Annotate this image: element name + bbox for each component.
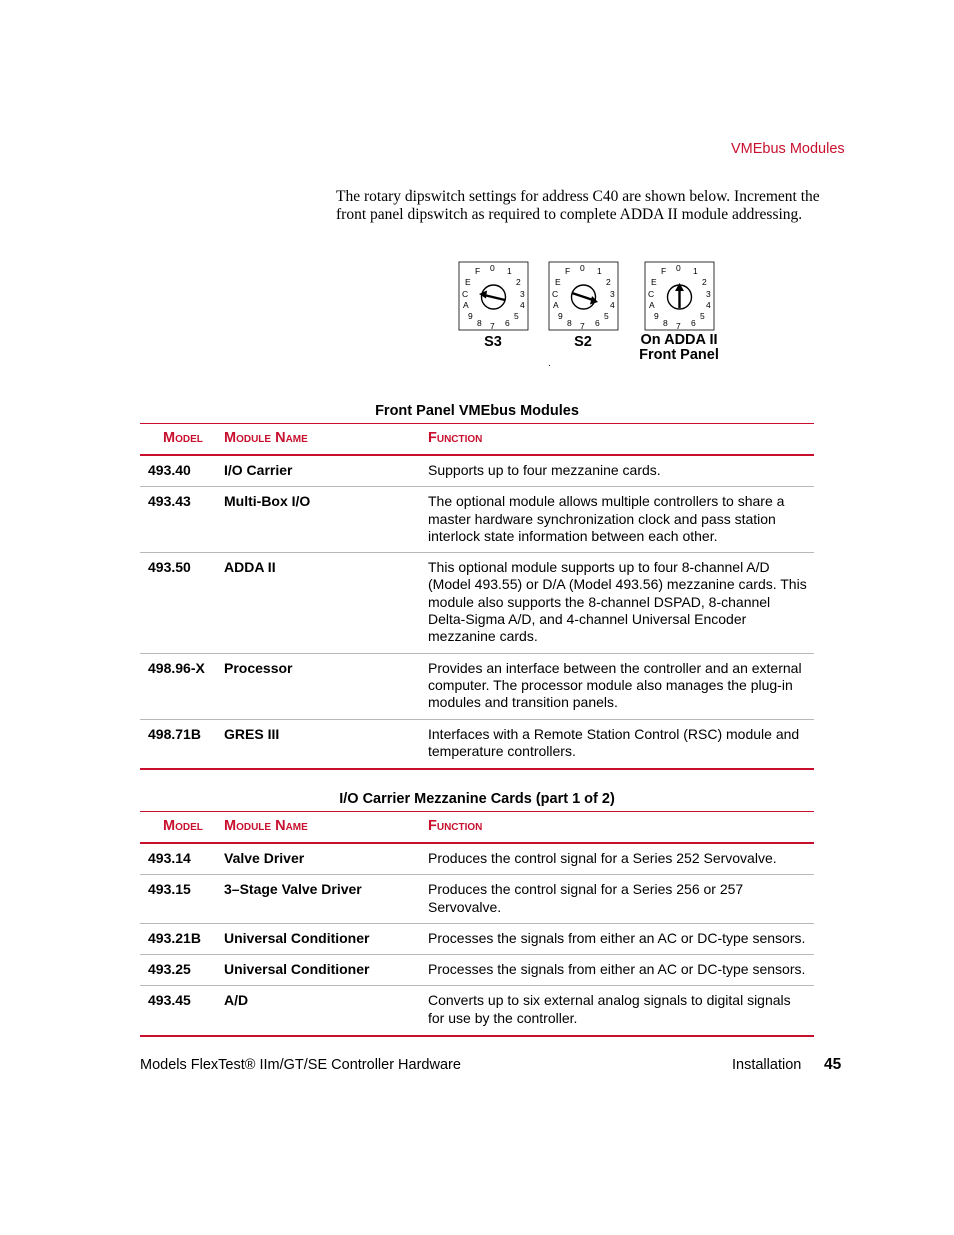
table-row bbox=[140, 455, 814, 487]
dial-s3-label: S3 bbox=[484, 334, 502, 350]
running-header: VMEbus Modules bbox=[731, 141, 845, 157]
dial-s3-digit-9: 9 bbox=[468, 311, 473, 321]
dial-s3-digit-5: 5 bbox=[514, 311, 519, 321]
module-name-cell: GRES III bbox=[224, 719, 428, 769]
function-cell: This optional module supports up to four 8-channel A/D (Model 493.55) or D/A (Model 493.56) mezzanine cards. This module also supports the 8-channel DSPAD, 8-channel Delta-Sigma A/D, and 4-channel Universal Encoder mezzanine cards. bbox=[428, 553, 814, 653]
table-row bbox=[140, 843, 814, 875]
dial-s2-digit-3: 3 bbox=[610, 289, 615, 299]
module-name-cell: Multi-Box I/O bbox=[224, 487, 428, 553]
dial-s3-digit-c: C bbox=[462, 289, 469, 299]
dial-s2-digit-1: 1 bbox=[597, 266, 602, 276]
dial-s3-digit-2: 2 bbox=[516, 277, 521, 287]
dial-s2-digit-c: C bbox=[552, 289, 559, 299]
function-cell: Supports up to four mezzanine cards. bbox=[428, 455, 814, 487]
model-cell: 493.21B bbox=[140, 923, 224, 954]
dial-s2-digit-7: 7 bbox=[580, 321, 585, 331]
dial-s2-digit-0: 0 bbox=[580, 263, 585, 273]
table-row bbox=[140, 553, 814, 653]
model-cell: 493.25 bbox=[140, 955, 224, 986]
module-name-cell: I/O Carrier bbox=[224, 455, 428, 487]
model-cell: 493.15 bbox=[140, 875, 224, 924]
stray-dot: . bbox=[548, 358, 551, 369]
dial-s3-digit-e: E bbox=[465, 277, 471, 287]
function-cell: The optional module allows multiple controllers to share a master hardware synchronization clock and pass station interlock state information between each other. bbox=[428, 487, 814, 553]
dial-s2-digit-e: E bbox=[555, 277, 561, 287]
dial-s2-digit-2: 2 bbox=[606, 277, 611, 287]
table2 bbox=[140, 811, 814, 1037]
table-row bbox=[140, 653, 814, 719]
page-number: 45 bbox=[824, 1056, 842, 1073]
dial-front-digit-e: E bbox=[651, 277, 657, 287]
table1-header-module-name: Module Name bbox=[224, 424, 428, 456]
intro-paragraph: The rotary dipswitch settings for address C40 are shown below. Increment the front panel dipswitch as required to complete ADDA II module addressing. bbox=[336, 188, 820, 223]
dial-front-digit-6: 6 bbox=[691, 318, 696, 328]
dial-s3-digit-0: 0 bbox=[490, 263, 495, 273]
dial-front-digit-8: 8 bbox=[663, 318, 668, 328]
dial-s3-digit-f: F bbox=[475, 266, 481, 276]
dial-front-digit-2: 2 bbox=[702, 277, 707, 287]
function-cell: Interfaces with a Remote Station Control (RSC) module and temperature controllers. bbox=[428, 719, 814, 769]
table2-header-module-name: Module Name bbox=[224, 812, 428, 844]
function-cell: Provides an interface between the controller and an external computer. The processor module also manages the plug-in modules and transition panels. bbox=[428, 653, 814, 719]
footer-document-title: Models FlexTest® IIm/GT/SE Controller Hardware bbox=[140, 1057, 461, 1073]
table2-title: I/O Carrier Mezzanine Cards (part 1 of 2) bbox=[339, 791, 615, 807]
dial-front-digit-5: 5 bbox=[700, 311, 705, 321]
dial-s3-digit-3: 3 bbox=[520, 289, 525, 299]
table1-header-function: Function bbox=[428, 424, 814, 456]
module-name-cell: A/D bbox=[224, 986, 428, 1036]
dial-s2 bbox=[549, 262, 618, 331]
function-cell: Converts up to six external analog signals to digital signals for use by the controller. bbox=[428, 986, 814, 1036]
model-cell: 493.45 bbox=[140, 986, 224, 1036]
dial-s3-digit-7: 7 bbox=[490, 321, 495, 331]
table-row bbox=[140, 719, 814, 769]
dipswitch-figure bbox=[455, 258, 730, 338]
function-cell: Produces the control signal for a Series 256 or 257 Servovalve. bbox=[428, 875, 814, 924]
model-cell: 493.50 bbox=[140, 553, 224, 653]
table2-header-function: Function bbox=[428, 812, 814, 844]
dial-s3-digit-a: A bbox=[463, 300, 469, 310]
table-row bbox=[140, 955, 814, 986]
model-cell: 498.96-X bbox=[140, 653, 224, 719]
dial-s2-digit-4: 4 bbox=[610, 300, 615, 310]
dial-s3-digit-8: 8 bbox=[477, 318, 482, 328]
table1-header-model: Model bbox=[140, 424, 224, 456]
table-row bbox=[140, 487, 814, 553]
dial-front-panel-label-line1: On ADDA II bbox=[640, 332, 718, 348]
dial-s2-label: S2 bbox=[574, 334, 592, 350]
model-cell: 493.14 bbox=[140, 843, 224, 875]
dial-s2-digit-f: F bbox=[565, 266, 571, 276]
dial-s3 bbox=[459, 262, 528, 331]
dial-front-digit-f: F bbox=[661, 266, 667, 276]
dial-front-panel-label-line2: Front Panel bbox=[639, 347, 719, 363]
dial-front-digit-3: 3 bbox=[706, 289, 711, 299]
module-name-cell: 3–Stage Valve Driver bbox=[224, 875, 428, 924]
dial-front-digit-9: 9 bbox=[654, 311, 659, 321]
function-cell: Produces the control signal for a Series 252 Servovalve. bbox=[428, 843, 814, 875]
table2-header-model: Model bbox=[140, 812, 224, 844]
model-cell: 493.43 bbox=[140, 487, 224, 553]
function-cell: Processes the signals from either an AC or DC-type sensors. bbox=[428, 955, 814, 986]
table1-title: Front Panel VMEbus Modules bbox=[375, 403, 579, 419]
dial-s3-digit-4: 4 bbox=[520, 300, 525, 310]
footer-section: Installation bbox=[732, 1057, 802, 1073]
dial-front-panel bbox=[645, 262, 714, 331]
module-name-cell: Universal Conditioner bbox=[224, 923, 428, 954]
function-cell: Processes the signals from either an AC or DC-type sensors. bbox=[428, 923, 814, 954]
dial-s2-digit-6: 6 bbox=[595, 318, 600, 328]
dial-s2-digit-9: 9 bbox=[558, 311, 563, 321]
dial-front-digit-c: C bbox=[648, 289, 655, 299]
dial-front-digit-4: 4 bbox=[706, 300, 711, 310]
table-row bbox=[140, 986, 814, 1036]
module-name-cell: ADDA II bbox=[224, 553, 428, 653]
dial-front-digit-a: A bbox=[649, 300, 655, 310]
dial-front-digit-1: 1 bbox=[693, 266, 698, 276]
table1 bbox=[140, 423, 814, 770]
module-name-cell: Processor bbox=[224, 653, 428, 719]
dial-front-digit-7: 7 bbox=[676, 321, 681, 331]
dial-s3-digit-6: 6 bbox=[505, 318, 510, 328]
dial-front-digit-0: 0 bbox=[676, 263, 681, 273]
module-name-cell: Universal Conditioner bbox=[224, 955, 428, 986]
model-cell: 498.71B bbox=[140, 719, 224, 769]
table-row bbox=[140, 923, 814, 954]
module-name-cell: Valve Driver bbox=[224, 843, 428, 875]
dial-s3-digit-1: 1 bbox=[507, 266, 512, 276]
dial-s2-digit-5: 5 bbox=[604, 311, 609, 321]
dial-s2-digit-8: 8 bbox=[567, 318, 572, 328]
model-cell: 493.40 bbox=[140, 455, 224, 487]
dial-s2-digit-a: A bbox=[553, 300, 559, 310]
table-row bbox=[140, 875, 814, 924]
